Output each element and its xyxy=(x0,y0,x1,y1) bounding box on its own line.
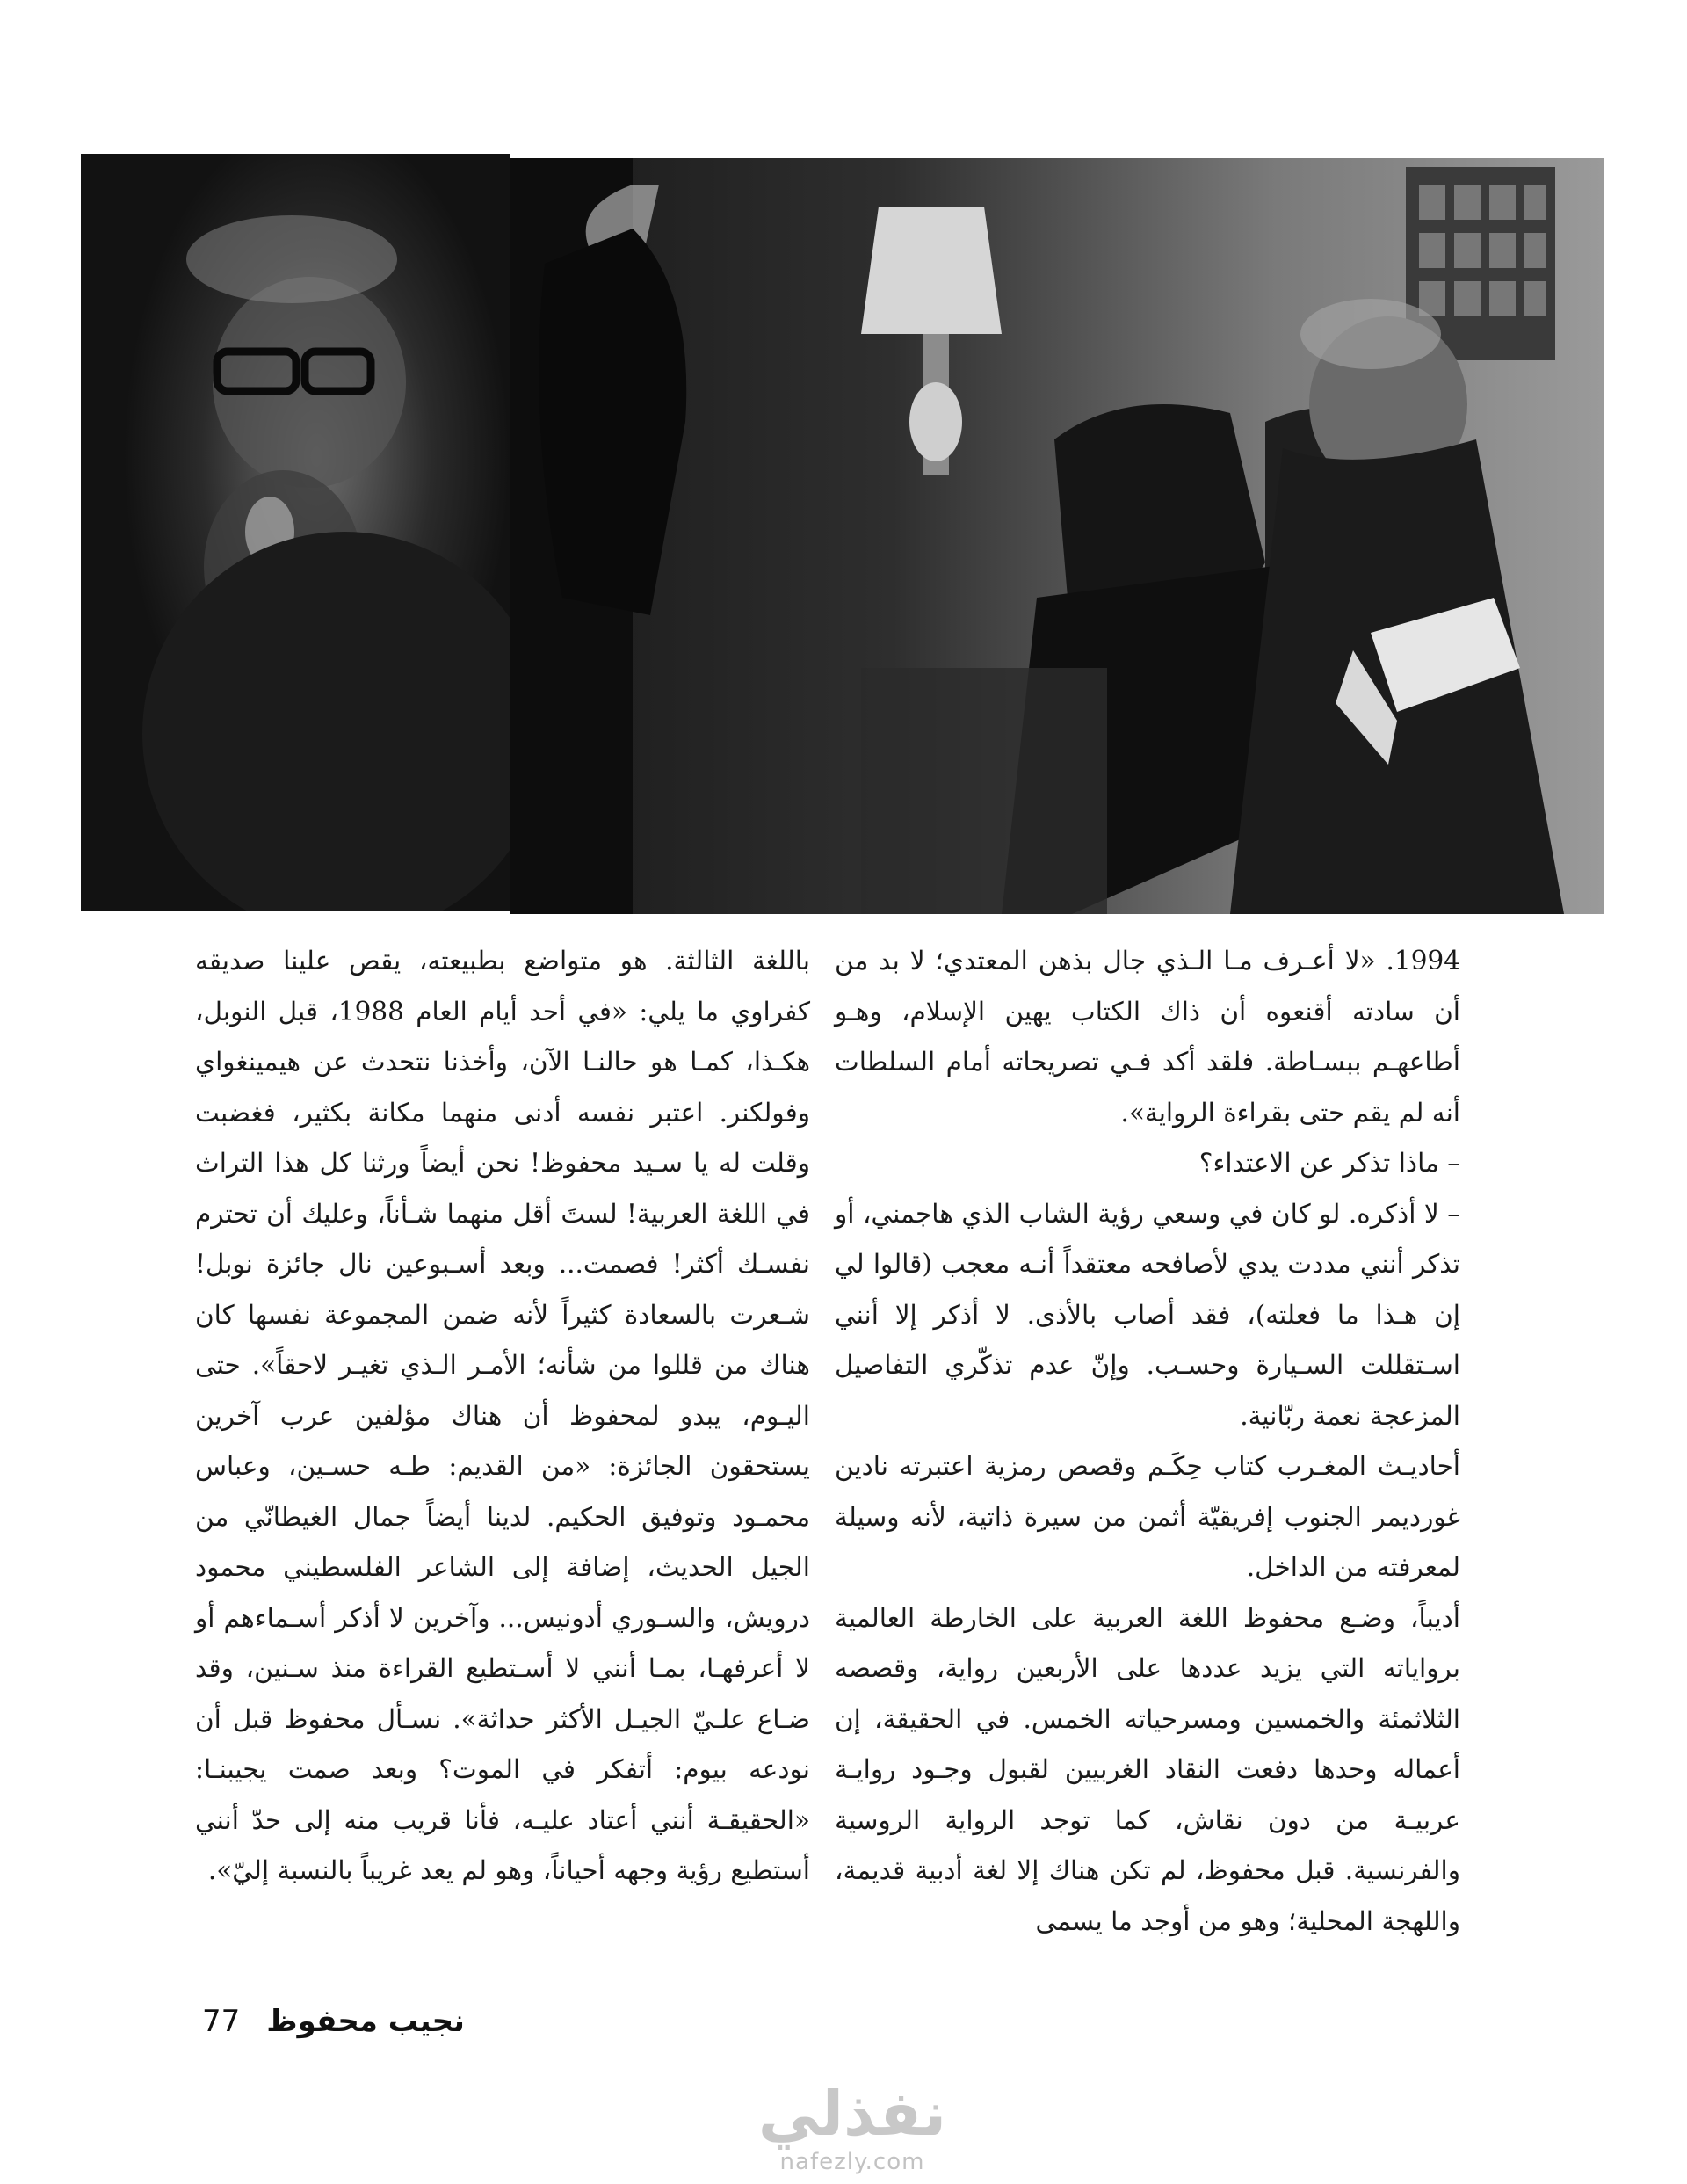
text-column-left xyxy=(195,936,810,1897)
page-footer xyxy=(202,2004,465,2039)
paragraph: – ماذا تذكر عن الاعتداء؟ xyxy=(1198,1148,1460,1178)
paragraph: – لا أذكره. لو كان في وسعي رؤية الشاب الذي هاجمني، أو تذكر أنني مددت يدي لأصافحه معتقداً أنـه معجب (قالوا لي إن هـذا ما فعلته)، فقد أصاب بالأذى. لا أذكر إلا أنني اسـتقللت السـيارة وحسـب. وإنّ عدم تذكّري التفاصيل المزعجة نعمة ربّانية. xyxy=(835,1198,1460,1431)
portrait-image xyxy=(81,154,510,911)
watermark-logo-text: نفذلي xyxy=(757,2078,947,2150)
watermark-url: nafezly.com xyxy=(779,2149,925,2175)
photo-reading-in-armchair xyxy=(510,158,1604,914)
running-title: نجيب محفوظ xyxy=(266,2004,465,2039)
photo-portrait-smoking xyxy=(81,154,510,911)
paragraph: أحاديـث المغـرب كتاب حِكَـم وقصص رمزية اعتبرته نادين غورديمر الجنوب إفريقيّة أثمن من سيرة ذاتية، لأنه وسيلة لمعرفته من الداخل. xyxy=(835,1451,1460,1582)
text-column-right xyxy=(835,936,1460,1947)
paragraph: 1994. «لا أعـرف مـا الـذي جال بذهن المعتدي؛ لا بد من أن سادته أقنعوه أن ذاك الكتاب يهين الإسلام، وهـو أطاعهـم ببسـاطة. فلقد أكد فـي تصريحاته أمام السلطات أنه لم يقم حتى بقراءة الرواية». xyxy=(835,946,1460,1128)
reading-image xyxy=(510,158,1604,914)
paragraph: أديباً، وضـع محفوظ اللغة العربية على الخارطة العالمية برواياته التي يزيد عددها على الأربعين رواية، وقصصه الثلاثمئة والخمسين ومسرحياته الخمس. في الحقيقة، إن أعماله وحدها دفعت النقاد الغربيين لقبول وجـود روايـة عربيـة من دون نقاش، كما توجد الرواية الروسية والفرنسية. قبل محفوظ، لم تكن هناك إلا لغة أدبية قديمة، واللهجة المحلية؛ وهو من أوجد ما يسمى xyxy=(835,1602,1460,1936)
watermark xyxy=(738,2079,967,2175)
paragraph: باللغة الثالثة. هو متواضع بطبيعته، يقص علينا صديقه كفراوي ما يلي: «في أحد أيام العام 1988، قبل النوبل، هكـذا، كمـا هو حالنـا الآن، وأخذنا نتحدث عن هيمينغواي وفولكنر. اعتبر نفسه أدنى منهما مكانة بكثير، فغضبت وقلت له يا سـيد محفوظ! نحن أيضاً ورثنا كل هذا التراث في اللغة العربية! لستَ أقل منهما شـأناً، وعليك أن تحترم نفسـك أكثر! فصمت... وبعد أسـبوعين نال جائزة نوبل! شـعرت بالسعادة كثيراً لأنه ضمن المجموعة نفسها كان هناك من قللوا من شأنه؛ الأمـر الـذي تغيـر لاحقاً». حتى اليـوم، يبدو لمحفوظ أن هناك مؤلفين عرب آخرين يستحقون الجائزة: «من القديم: طـه حسـين، وعباس محمـود وتوفيق الحكيم. لدينا أيضاً جمال الغيطانّي من الجيل الحديث، إضافة إلى الشاعر الفلسطيني محمود درويش، والسـوري أدونيس... وآخرين لا أذكر أسـماءهم أو لا أعرفهـا، بمـا أنني لا أسـتطيع القراءة منذ سـنين، وقد ضـاع علـيّ الجيـل الأكثر حداثة». نسـأل محفوظ قبل أن نودعه بيوم: أتفكر في الموت؟ وبعد صمت يجيبنـا: «الحقيقـة أنني أعتاد عليـه، فأنا قريب منه إلى حدّ أنني أستطيع رؤية وجهه أحياناً، وهو لم يعد غريباً بالنسبة إليّ». xyxy=(195,946,810,1885)
page-number: 77 xyxy=(202,2004,241,2039)
